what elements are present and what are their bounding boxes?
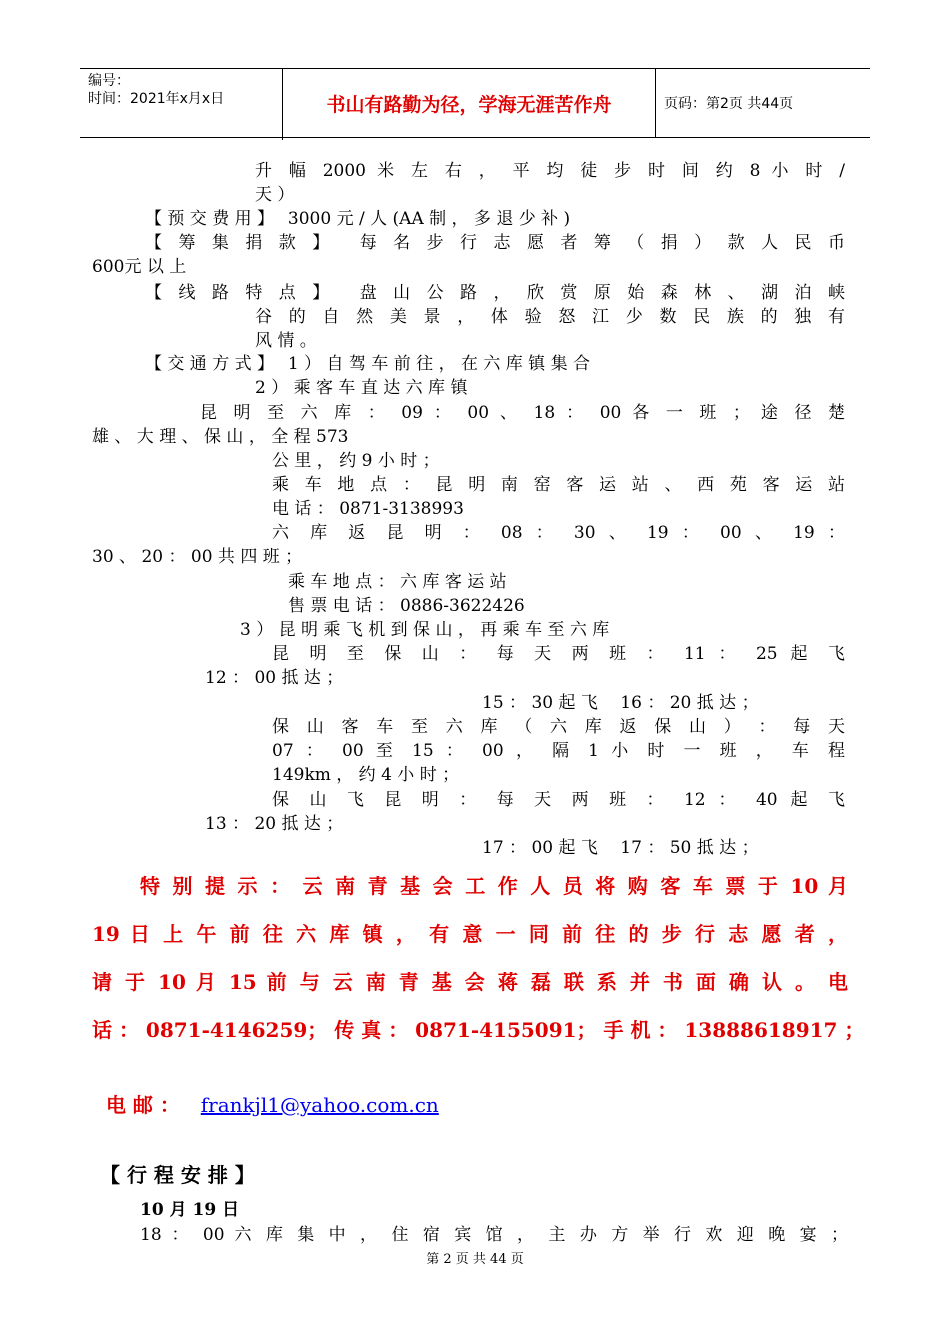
text-line: 保 山 飞 昆 明 ： 每 天 两 班 ： 12 ： 40 起 飞 <box>272 790 845 810</box>
text-line: 【 线 路 特 点 】 盘 山 公 路 ， 欣 赏 原 始 森 林 、 湖 泊 峡 <box>145 283 845 303</box>
text-line: 公 里 ， 约 9 小 时 ； <box>272 451 440 471</box>
text-line: 乘 车 地 点 ： 六 库 客 运 站 <box>288 572 507 592</box>
text-line: 保 山 客 车 至 六 库 （ 六 库 返 保 山 ） ： 每 天 <box>272 717 845 737</box>
header-page-number: 页码：第2页 共44页 <box>664 96 794 112</box>
text-line: 昆 明 至 六 库 ： 09 ： 00 、 18 ： 00 各 一 班 ； 途 径 楚 <box>200 403 845 423</box>
notice-line: 请 于 10 月 15 前 与 云 南 青 基 会 蒋 磊 联 系 并 书 面 确 认 。 电 <box>92 970 848 994</box>
text-line: 149km ， 约 4 小 时 ； <box>272 765 460 785</box>
text-line: 30 、 20 ： 00 共 四 班 ； <box>92 547 303 567</box>
text-line: 【 预 交 费 用 】 3000 元 / 人 (AA 制 ， 多 退 少 补 ) <box>145 209 571 229</box>
header-motto: 书山有路勤为径，学海无涯苦作舟 <box>283 69 656 137</box>
text-line: 13 ： 20 抵 达 ； <box>205 814 344 834</box>
text-line: 乘 车 地 点 ： 昆 明 南 窑 客 运 站 、 西 苑 客 运 站 <box>272 475 845 495</box>
text-line: 15 ： 30 起 飞 16 ： 20 抵 达 ； <box>482 693 759 713</box>
serial-label: 编号： <box>88 73 130 89</box>
notice-line: 话 ： 0871-4146259； 传 真 ： 0871-4155091； 手 机 ： 13888618917 ； <box>92 1018 865 1042</box>
text-line: 600元 以 上 <box>92 257 187 277</box>
email-line <box>92 1066 439 1118</box>
page-footer: 第 2 页 共 44 页 <box>426 1252 524 1267</box>
notice-line: 19 日 上 午 前 往 六 库 镇 ， 有 意 一 同 前 往 的 步 行 志 愿 者 ， <box>92 922 848 946</box>
text-line: 天 ） <box>255 185 295 205</box>
text-line: 售 票 电 话 ： 0886-3622426 <box>288 596 525 616</box>
header-meta <box>80 69 283 140</box>
text-line: 谷 的 自 然 美 景 ， 体 验 怒 江 少 数 民 族 的 独 有 <box>255 307 845 327</box>
text-line: 【 筹 集 捐 款 】 每 名 步 行 志 愿 者 筹 （ 捐 ） 款 人 民 币 <box>145 233 845 253</box>
email-link[interactable]: frankjl1@yahoo.com.cn <box>200 1093 439 1117</box>
text-line: 雄 、 大 理 、 保 山 ， 全 程 573 <box>92 427 349 447</box>
text-line: 风 情 。 <box>255 331 317 351</box>
text-line: 昆 明 至 保 山 ： 每 天 两 班 ： 11 ： 25 起 飞 <box>272 644 845 664</box>
text-line: 17 ： 00 起 飞 17 ： 50 抵 达 ； <box>482 838 759 858</box>
text-line: 六 库 返 昆 明 ： 08 ： 30 、 19 ： 00 、 19 ： <box>272 523 845 543</box>
text-line: 电 话 ： 0871-3138993 <box>272 499 464 519</box>
text-line: 07 ： 00 至 15 ： 00 ， 隔 1 小 时 一 班 ， 车 程 <box>272 741 845 761</box>
page-header <box>80 68 870 138</box>
itinerary-date: 10 月 19 日 <box>140 1200 240 1220</box>
text-line: 升 幅 2000 米 左 右 ， 平 均 徒 步 时 间 约 8 小 时 / <box>255 161 845 181</box>
text-line: 2 ） 乘 客 车 直 达 六 库 镇 <box>255 378 468 398</box>
itinerary-heading: 【 行 程 安 排 】 <box>100 1163 255 1187</box>
time-label: 时间：2021年x月x日 <box>88 91 225 107</box>
itinerary-item: 18 ： 00 六 库 集 中 ， 住 宿 宾 馆 ， 主 办 方 举 行 欢 迎 晚 宴 ； <box>140 1225 848 1245</box>
email-label: 电 邮 ： <box>105 1093 180 1117</box>
text-line: 3 ） 昆 明 乘 飞 机 到 保 山 ， 再 乘 车 至 六 库 <box>240 620 610 640</box>
notice-line: 特 别 提 示 ： 云 南 青 基 会 工 作 人 员 将 购 客 车 票 于 10 月 <box>140 874 848 898</box>
text-line: 12 ： 00 抵 达 ； <box>205 668 344 688</box>
text-line: 【 交 通 方 式 】 1 ） 自 驾 车 前 往 ， 在 六 库 镇 集 合 <box>145 354 590 374</box>
